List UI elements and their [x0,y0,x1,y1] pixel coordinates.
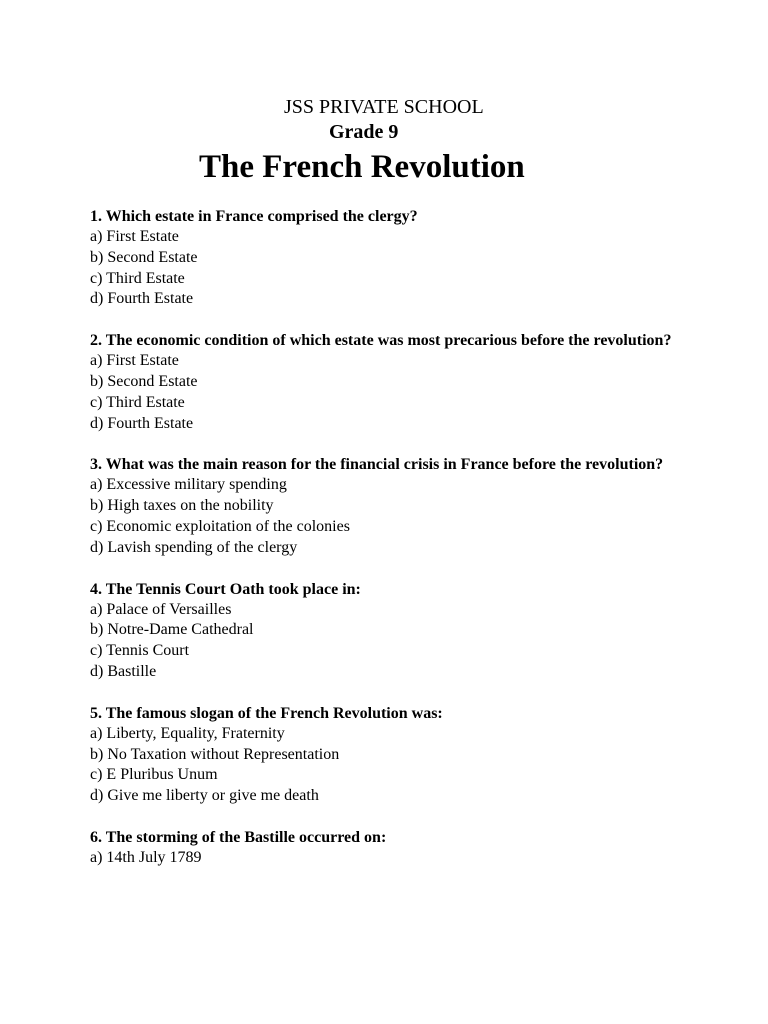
answer-option: b) Second Estate [90,248,198,266]
answer-option: d) Bastille [90,662,157,680]
answer-option: a) 14th July 1789 [90,848,202,866]
question-text: 2. The economic condition of which estate was most precarious before the revolution? [90,332,672,350]
answer-option: c) E Pluribus Unum [90,766,218,784]
answer-option: d) Fourth Estate [90,414,194,432]
document-title: The French Revolution [199,149,525,185]
answer-option: c) Third Estate [90,269,185,287]
question-4 [90,579,690,683]
question-6 [90,827,690,869]
question-text: 1. Which estate in France comprised the clergy? [90,208,418,225]
answer-option: b) High taxes on the nobility [90,497,274,515]
answer-option: c) Tennis Court [90,642,190,660]
answer-option: a) First Estate [90,228,179,245]
answer-option: c) Third Estate [90,393,185,411]
question-text: 4. The Tennis Court Oath took place in: [90,580,361,598]
answer-option: b) Notre-Dame Cathedral [90,621,254,639]
answer-option: a) Palace of Versailles [90,600,232,618]
answer-option: b) No Taxation without Representation [90,745,340,763]
answer-option: d) Lavish spending of the clergy [90,538,298,556]
answer-option: a) Liberty, Equality, Fraternity [90,724,285,742]
grade-label: Grade 9 [329,121,399,143]
school-name: JSS PRIVATE SCHOOL [284,96,484,118]
question-3 [90,454,690,558]
question-5 [90,703,690,807]
answer-option: a) First Estate [90,352,179,370]
question-1 [90,206,690,310]
answer-option: d) Fourth Estate [90,290,194,308]
answer-option: a) Excessive military spending [90,476,287,494]
answer-option: b) Second Estate [90,372,198,390]
question-2 [90,330,690,434]
question-text: 3. What was the main reason for the financial crisis in France before the revolution? [90,456,664,474]
question-text: 6. The storming of the Bastille occurred on: [90,828,387,846]
answer-option: c) Economic exploitation of the colonies [90,517,350,535]
answer-option: d) Give me liberty or give me death [90,787,319,805]
quiz-questions [90,206,690,889]
question-text: 5. The famous slogan of the French Revolution was: [90,704,443,722]
